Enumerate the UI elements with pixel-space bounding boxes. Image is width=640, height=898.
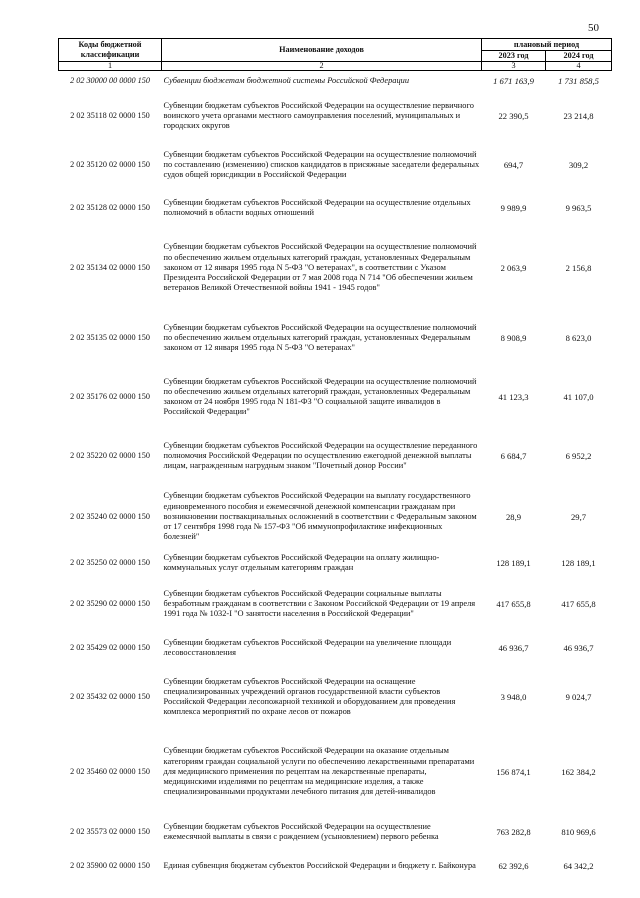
- row-code: 2 02 35900 02 0000 150: [70, 861, 150, 870]
- table-row: [59, 577, 612, 631]
- row-value-2023: 156 874,1: [496, 766, 531, 777]
- row-name: Субвенции бюджетам субъектов Российской Федерации на оплату жилищно-коммунальных услуг отдельным категориям граждан: [163, 552, 440, 572]
- row-value-2023: 22 390,5: [498, 110, 529, 121]
- row-name: Субвенции бюджетам субъектов Российской Федерации на выплату государственного единовременного пособия и ежемесячной денежной компенсации гражданам при возникновении поствакцинальных осложнений в соответствии с Федеральным законом от 17 сентября 1998 года № 157-ФЗ "Об иммунопрофилактике инфекционных болезней": [163, 491, 477, 542]
- table-row: [59, 227, 612, 309]
- row-value-2023: 694,7: [503, 159, 524, 170]
- row-code: 2 02 35135 02 0000 150: [70, 333, 150, 342]
- row-value-2024: 6 952,2: [565, 450, 592, 461]
- row-value-2024: 8 623,0: [565, 332, 592, 343]
- page-number: 50: [588, 22, 599, 34]
- header-colnum-1: 1: [59, 62, 162, 71]
- table-row: [59, 485, 612, 549]
- row-value-2023: 128 189,1: [496, 557, 531, 568]
- row-code: 2 02 35220 02 0000 150: [70, 451, 150, 460]
- row-value-2024: 41 107,0: [563, 391, 594, 402]
- row-value-2024: 23 214,8: [563, 110, 594, 121]
- table-row: [59, 309, 612, 367]
- header-colnum-4: 4: [546, 62, 612, 71]
- row-value-2024: 128 189,1: [561, 557, 596, 568]
- row-code: 2 02 35250 02 0000 150: [70, 558, 150, 567]
- row-name: Субвенции бюджетам бюджетной системы Российской Федерации: [163, 75, 410, 85]
- header-codes: Коды бюджетной классификации: [59, 39, 162, 62]
- row-name: Субвенции бюджетам субъектов Российской Федерации на осуществление полномочий по составлению (изменению) списков кандидатов в присяжные заседатели федеральных судов общей юрисдикции в Российской Федерации: [163, 149, 480, 180]
- row-name: Субвенции бюджетам субъектов Российской Федерации на оснащение специализированных учреждений органов государственной власти субъектов Российской Федерации лесопожарной техникой и оборудованием для проведения комплекса мероприятий по охране лесов от пожаров: [163, 676, 456, 717]
- row-name: Субвенции бюджетам субъектов Российской Федерации на осуществление отдельных полномочий в области водных отношений: [163, 197, 471, 217]
- row-value-2023: 1 671 163,9: [493, 75, 534, 86]
- table-row: [59, 849, 612, 883]
- header-colnum-2: 2: [162, 62, 482, 71]
- row-code: 2 02 35118 02 0000 150: [70, 111, 150, 120]
- row-code: 2 02 35290 02 0000 150: [70, 599, 150, 608]
- row-value-2023: 41 123,3: [498, 391, 529, 402]
- row-name: Субвенции бюджетам субъектов Российской Федерации на осуществление первичного воинского учета органами местного самоуправления поселений, муниципальных и городских округов: [163, 100, 474, 131]
- row-value-2023: 2 063,9: [500, 262, 527, 273]
- row-name: Субвенции бюджетам субъектов Российской Федерации на оказание отдельным категориям граждан социальной услуги по обеспечению лекарственными препаратами для медицинского применения по рецептам на лекарственные препараты, медицинскими изделиями по рецептам на медицинские изделия, а также специализированными продуктами лечебного питания для детей-инвалидов: [163, 746, 475, 797]
- table-row: [59, 189, 612, 227]
- row-value-2024: 810 969,6: [561, 826, 596, 837]
- row-code: 2 02 35573 02 0000 150: [70, 827, 150, 836]
- row-value-2024: 2 156,8: [565, 262, 592, 273]
- row-code: 2 02 35176 02 0000 150: [70, 392, 150, 401]
- table-row: [59, 729, 612, 815]
- row-code: 2 02 35120 02 0000 150: [70, 160, 150, 169]
- row-value-2023: 6 684,7: [500, 450, 527, 461]
- row-name: Субвенции бюджетам субъектов Российской Федерации на увеличение площади лесовосстановления: [163, 637, 452, 657]
- table-row-total: [59, 71, 612, 92]
- row-code: 2 02 35460 02 0000 150: [70, 767, 150, 776]
- row-name: Субвенции бюджетам субъектов Российской Федерации на осуществление переданного полномочия Российской Федерации по осуществлению ежегодной денежной выплаты лицам, награжденным нагрудным знаком "Почетный донор России": [163, 440, 478, 471]
- row-name: Субвенции бюджетам субъектов Российской Федерации социальные выплаты безработным гражданам в соответствии с Законом Российской Федерации от 19 апреля 1991 года № 1032-I "О занятости населения в Российской Федерации": [163, 588, 476, 619]
- row-value-2024: 309,2: [568, 159, 589, 170]
- row-value-2023: 417 655,8: [496, 598, 531, 609]
- row-value-2024: 46 936,7: [563, 642, 594, 653]
- row-code: 2 02 35429 02 0000 150: [70, 643, 150, 652]
- row-code: 2 02 35240 02 0000 150: [70, 512, 150, 521]
- row-value-2023: 3 948,0: [500, 691, 527, 702]
- row-name: Субвенции бюджетам субъектов Российской Федерации на осуществление полномочий по обеспечению жильем отдельных категорий граждан, установленных Федеральным законом от 24 ноября 1995 года N 181-ФЗ "О социальной защите инвалидов в Российской Федерации": [163, 376, 477, 417]
- header-name: Наименование доходов: [162, 39, 482, 62]
- row-code: 2 02 35134 02 0000 150: [70, 263, 150, 272]
- row-value-2023: 8 908,9: [500, 332, 527, 343]
- header-colnum-3: 3: [482, 62, 546, 71]
- table-row: [59, 665, 612, 729]
- table-row: [59, 91, 612, 141]
- row-value-2024: 417 655,8: [561, 598, 596, 609]
- header-year-2023: 2023 год: [482, 51, 546, 62]
- row-code: 2 02 35432 02 0000 150: [70, 692, 150, 701]
- revenue-table: [58, 38, 612, 883]
- row-name: Субвенции бюджетам субъектов Российской Федерации на осуществление полномочий по обеспечению жильем отдельных категорий граждан, установленных Федеральным законом от 12 января 1995 года N 5-ФЗ "О ветеранах": [163, 322, 477, 353]
- table-row: [59, 427, 612, 485]
- row-value-2024: 162 384,2: [561, 766, 596, 777]
- row-name: Единая субвенция бюджетам субъектов Российской Федерации и бюджету г. Байконура: [163, 860, 476, 870]
- row-value-2023: 46 936,7: [498, 642, 529, 653]
- row-value-2024: 9 024,7: [565, 691, 592, 702]
- header-year-2024: 2024 год: [546, 51, 612, 62]
- table-row: [59, 141, 612, 189]
- table-row: [59, 367, 612, 427]
- row-value-2023: 62 392,6: [498, 860, 529, 871]
- row-name: Субвенции бюджетам субъектов Российской Федерации на осуществление ежемесячной выплаты в связи с рождением (усыновлением) первого ребенка: [163, 821, 439, 841]
- table-row: [59, 549, 612, 577]
- row-value-2023: 28,9: [505, 511, 522, 522]
- header-period: плановый период: [482, 39, 612, 51]
- row-value-2024: 1 731 858,5: [558, 75, 599, 86]
- row-value-2023: 763 282,8: [496, 826, 531, 837]
- row-value-2024: 29,7: [570, 511, 587, 522]
- row-name: Субвенции бюджетам субъектов Российской Федерации на осуществление полномочий по обеспечению жильем отдельных категорий граждан, установленных Федеральным законом от 12 января 1995 года N 5-ФЗ "О ветеранах", в соответствии с Указом Президента Российской Федерации от 7 мая 2008 года N 714 "Об обеспечении жильем ветеранов Великой Отечественной войны 1941 - 1945 годов": [163, 242, 477, 293]
- row-value-2024: 64 342,2: [563, 860, 594, 871]
- table-row: [59, 815, 612, 849]
- row-value-2023: 9 989,9: [500, 202, 527, 213]
- row-code: 2 02 35128 02 0000 150: [70, 203, 150, 212]
- row-value-2024: 9 963,5: [565, 202, 592, 213]
- table-row: [59, 631, 612, 665]
- row-code: 2 02 30000 00 0000 150: [70, 76, 150, 85]
